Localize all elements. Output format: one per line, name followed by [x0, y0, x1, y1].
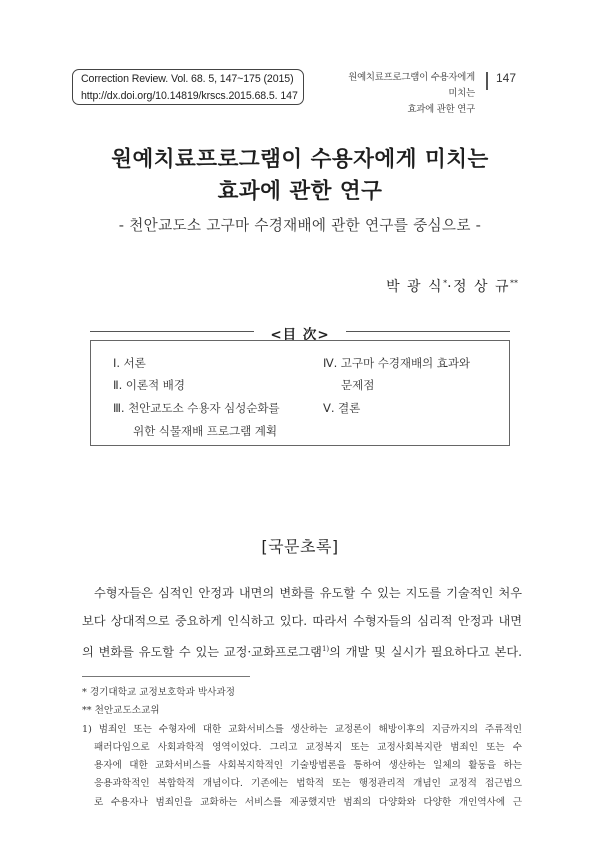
author-list: [386, 276, 518, 296]
footnote-line: 1) 범죄인 또는 수형자에 대한 교화서비스를 생산하는 교정론이 해방이후의 지금까지의 주류적인: [82, 723, 522, 735]
doi-link[interactable]: http://dx.doi.org/10.14819/krscs.2015.68.5. 147: [81, 90, 298, 102]
author-separator: ·: [447, 279, 454, 295]
page-number: 147: [496, 71, 517, 85]
footnote-affiliation: * 경기대학교 교정보호학과 박사과정: [82, 687, 235, 698]
table-of-contents: [90, 340, 510, 446]
toc-item: Ⅴ. 결론: [323, 401, 361, 415]
footnotes: [82, 684, 522, 812]
author-footnote-mark: *: [443, 278, 448, 288]
toc-heading: <目 次>: [254, 323, 346, 343]
toc-item: 문제점: [341, 378, 375, 392]
footnote-line: 용자에 대한 교화서비스를 사회복지학적인 기술방법론을 통하여 생산하는 일체의 활동을 하는: [94, 760, 522, 772]
footnote-line: 로 수용자나 범죄인을 교화하는 서비스를 제공했지만 범죄의 다양화와 다양한 개인역사에 근: [94, 796, 522, 808]
abstract-line: 보다 상대적으로 중요하게 인식하고 있다. 따라서 수형자들의 심리적 안정과 내면: [82, 614, 522, 628]
running-head: [340, 70, 475, 118]
author-name: 정 상 규: [453, 279, 510, 295]
footnote-divider: [82, 676, 250, 677]
author-name: 박 광 식: [386, 279, 444, 295]
running-head-line2: 효과에 관한 연구: [407, 104, 475, 115]
paper-title-line2: 효과에 관한 연구: [217, 179, 383, 204]
abstract-line-part: 의 개발 및 실시가 필요하다고 본다.: [329, 645, 522, 660]
footnote-line: 응용과학적인 복합학적 개념이다. 기존에는 법학적 또는 행정관리적 개념인 교정적 접근법으: [94, 778, 522, 790]
journal-citation: Correction Review. Vol. 68. 5, 147~175 (2015): [81, 73, 294, 85]
toc-item: Ⅱ. 이론적 배경: [113, 378, 185, 392]
abstract-heading: [국문초록]: [261, 537, 339, 556]
footnote-line: 패러다임으로 사회과학적 영역이었다. 그리고 교정복지 또는 교정사회복지란 범죄인 또는 수: [94, 741, 522, 753]
abstract-line-part: 의 변화를 유도할 수 있는 교정·교화프로그램: [82, 645, 322, 660]
abstract-body: [82, 579, 522, 666]
abstract-line: 수형자들은 심적인 안정과 내면의 변화를 유도할 수 있는 지도를 기술적인 처우: [94, 586, 522, 600]
author-footnote-mark: **: [510, 278, 518, 288]
abstract-line: [82, 635, 522, 666]
footnote-ref[interactable]: 1): [321, 645, 330, 653]
toc-item: Ⅳ. 고구마 수경재배의 효과와: [323, 356, 471, 370]
toc-item: 위한 식물재배 프로그램 계획: [133, 424, 277, 438]
running-head-divider: [486, 72, 488, 90]
toc-item: Ⅰ. 서론: [113, 356, 146, 370]
running-head-line1: 원예치료프로그램이 수용자에게 미치는: [348, 72, 475, 99]
paper-subtitle: - 천안교도소 고구마 수경재배에 관한 연구를 중심으로 -: [118, 217, 482, 234]
toc-item: Ⅲ. 천안교도소 수용자 심성순화를: [113, 401, 280, 415]
citation-box: [72, 69, 304, 105]
paper-title-line1: 원예치료프로그램이 수용자에게 미치는: [111, 147, 489, 172]
footnote-affiliation: ** 천안교도소교위: [82, 705, 160, 717]
